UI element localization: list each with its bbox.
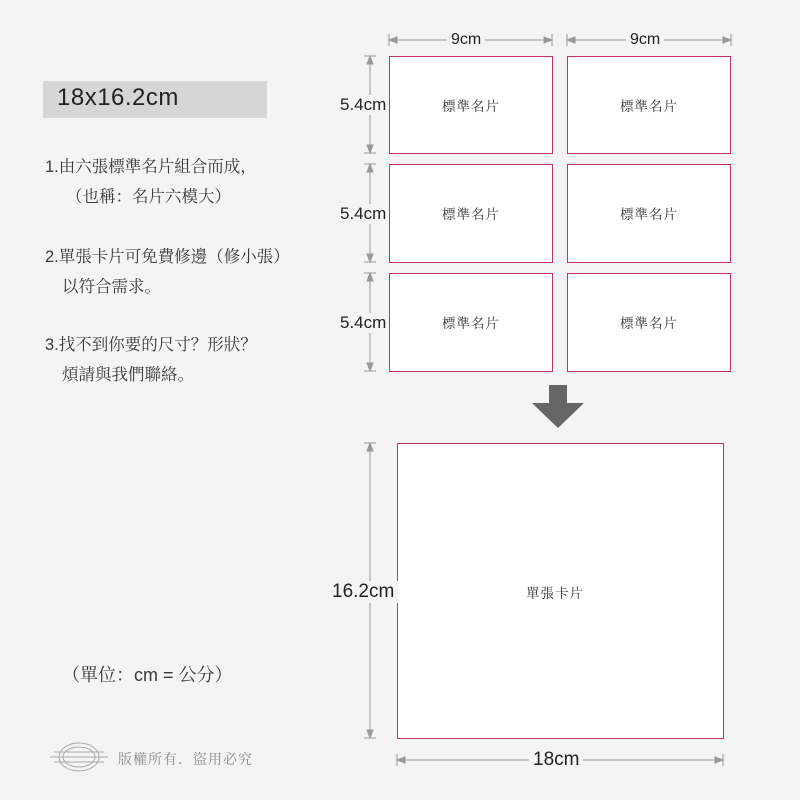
note-2-line-1: 2.單張卡片可免費修邊（修小張） <box>45 248 290 266</box>
note-1-line-2: （也稱：名片六模大） <box>66 188 231 206</box>
page-title: 18x16.2cm <box>57 84 179 111</box>
unit-note: （單位：cm = 公分） <box>62 665 233 685</box>
card-label: 標準名片 <box>620 316 678 331</box>
card-label: 標準名片 <box>620 207 678 222</box>
single-card-label: 單張卡片 <box>526 586 584 601</box>
grid-card-4 <box>567 164 731 263</box>
col-2-width-label: 9cm <box>626 31 664 49</box>
note-3-line-1: 3.找不到你要的尺寸？形狀？ <box>45 336 257 354</box>
card-label: 標準名片 <box>620 99 678 114</box>
row-2-height-label: 5.4cm <box>336 204 390 224</box>
card-label: 標準名片 <box>442 99 500 114</box>
down-arrow-icon <box>532 385 584 428</box>
note-2-line-2: 以符合需求。 <box>62 278 161 296</box>
single-height-label: 16.2cm <box>328 581 398 603</box>
card-label: 標準名片 <box>442 316 500 331</box>
grid-card-3 <box>389 164 553 263</box>
grid-card-5 <box>389 273 553 372</box>
grid-card-1 <box>389 56 553 154</box>
grid-card-2 <box>567 56 731 154</box>
copyright-text: 版權所有．盜用必究 <box>118 751 253 767</box>
row-1-height-label: 5.4cm <box>336 95 390 115</box>
grid-card-6 <box>567 273 731 372</box>
card-label: 標準名片 <box>442 207 500 222</box>
note-3-line-2: 煩請與我們聯絡。 <box>62 366 194 384</box>
single-width-label: 18cm <box>529 749 583 771</box>
row-3-height-label: 5.4cm <box>336 313 390 333</box>
col-1-width-label: 9cm <box>447 31 485 49</box>
logo-seal-icon <box>48 740 110 774</box>
note-1-line-1: 1.由六張標準名片組合而成， <box>45 158 257 176</box>
